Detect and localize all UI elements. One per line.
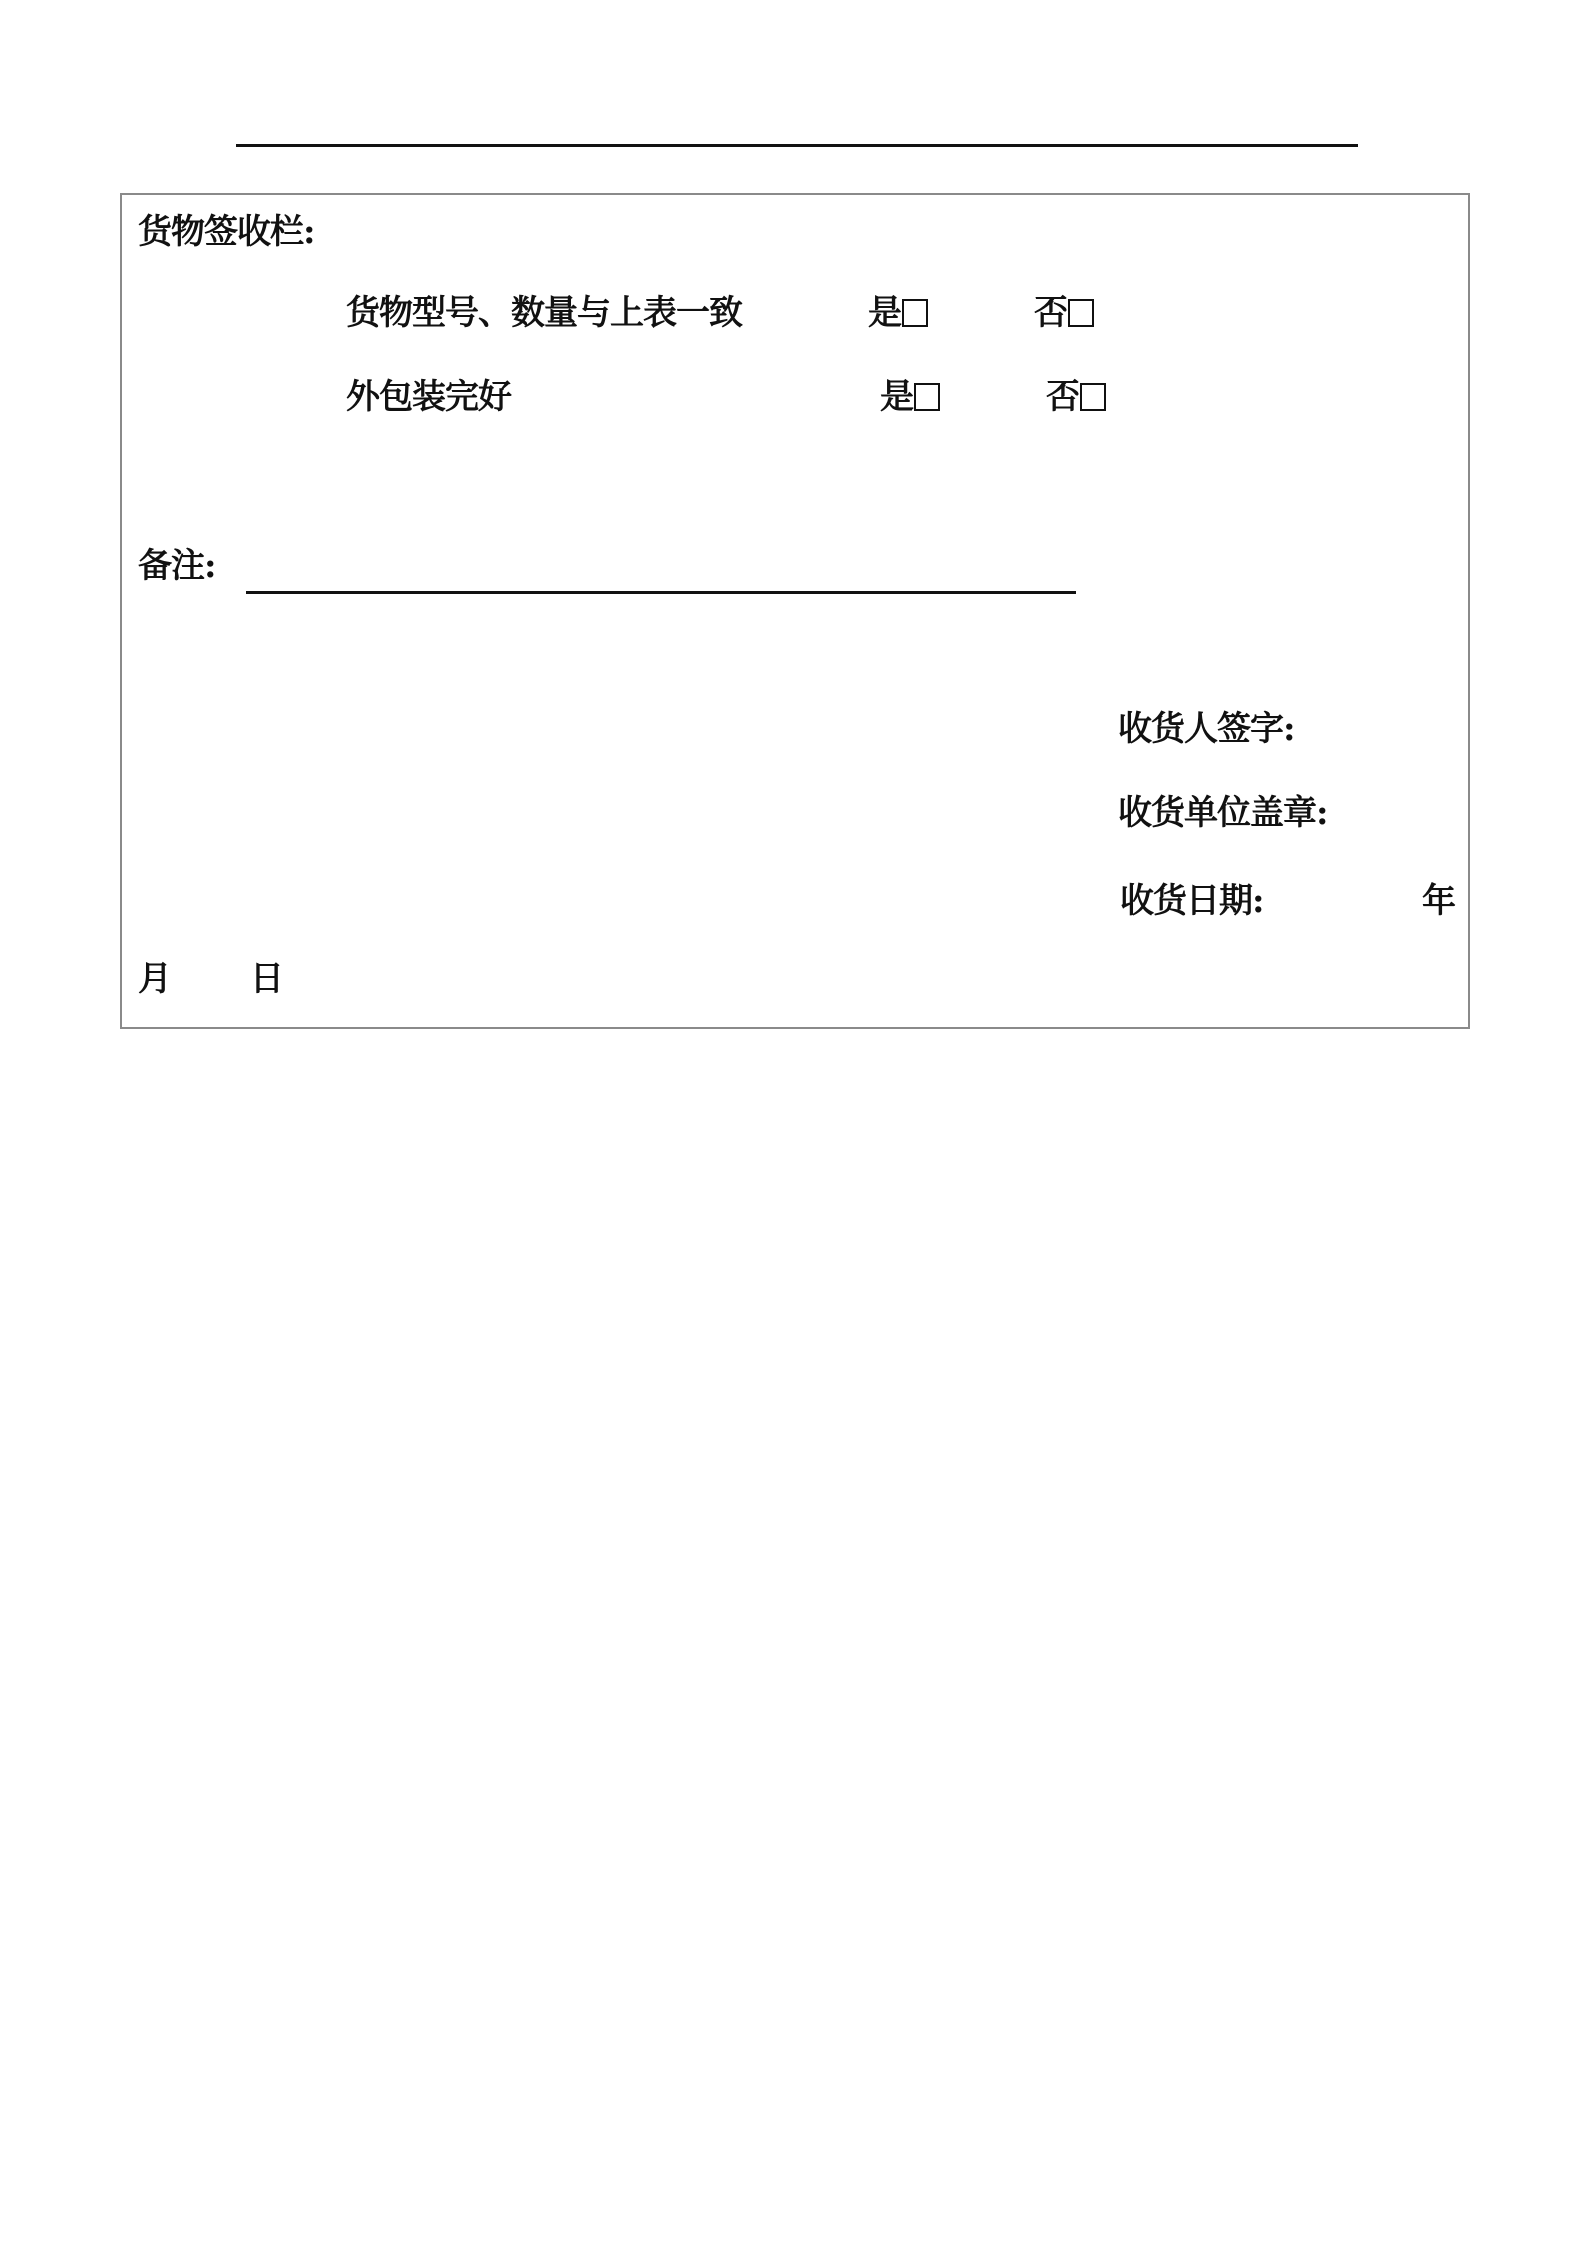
option-yes-model-quantity[interactable] [868,293,928,333]
checkbox-icon[interactable] [902,299,928,327]
check-label-model-quantity: 货物型号、数量与上表一致 [346,293,742,333]
option-yes-label: 是 [880,377,913,417]
checkbox-icon[interactable] [1068,299,1094,327]
receiver-signature-label: 收货人签字: [1118,709,1295,749]
header-rule [236,144,1358,147]
date-month-label: 月 [138,959,171,999]
checkbox-icon[interactable] [914,383,940,411]
option-no-label: 否 [1046,377,1079,417]
receive-date-label: 收货日期: [1120,881,1264,921]
option-yes-packaging[interactable] [880,377,940,417]
date-year-label: 年 [1422,881,1455,921]
remarks-label: 备注: [138,546,216,586]
checkbox-icon[interactable] [1080,383,1106,411]
option-no-label: 否 [1034,293,1067,333]
receiver-seal-label: 收货单位盖章: [1118,793,1328,833]
remarks-input-line[interactable] [246,591,1076,594]
section-title: 货物签收栏: [138,212,315,252]
option-no-packaging[interactable] [1046,377,1106,417]
option-yes-label: 是 [868,293,901,333]
check-label-packaging: 外包装完好 [346,377,511,417]
goods-receipt-section [120,193,1470,1029]
option-no-model-quantity[interactable] [1034,293,1094,333]
date-day-label: 日 [250,959,283,999]
